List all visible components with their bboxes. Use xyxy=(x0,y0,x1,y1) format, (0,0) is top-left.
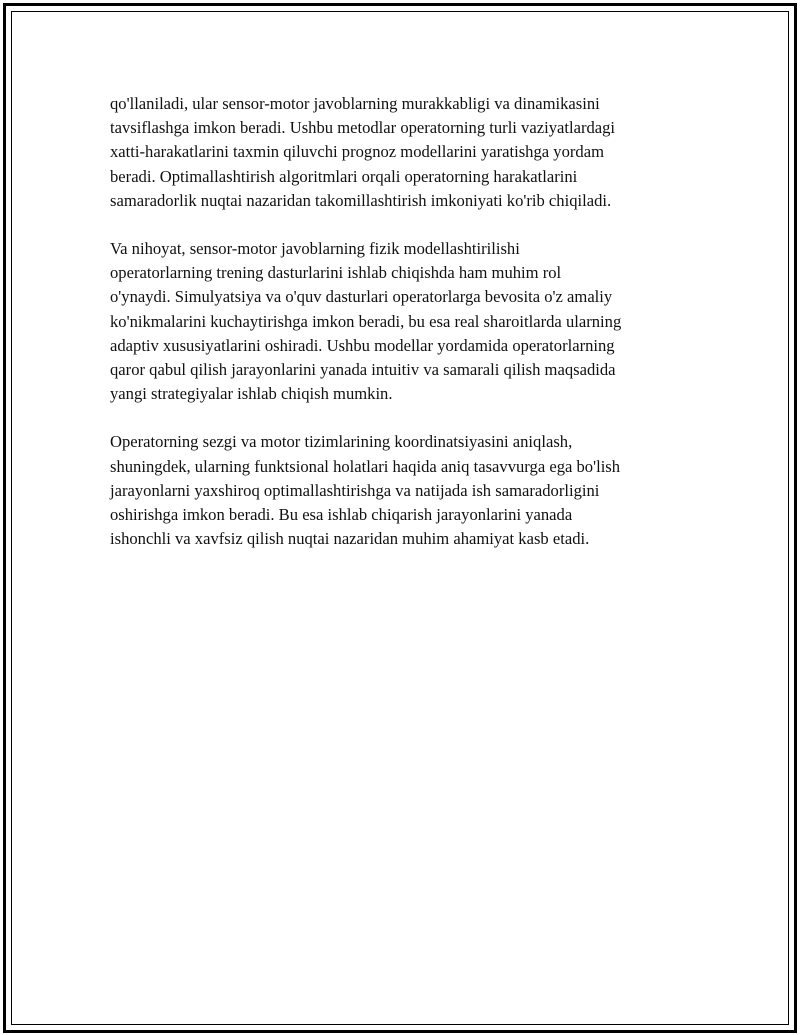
paragraph-2: Va nihoyat, sensor-motor javoblarning fizik modellashtirilishi operatorlarning trening dasturlarini ishlab chiqishda ham muhim rol o'ynaydi. Simulyatsiya va o'quv dasturlari operatorlarga bevosita o'z amaliy ko'nikmalarini kuchaytirishga imkon beradi, bu esa real sharoitlarda ularning adaptiv xususiyatlarini oshiradi. Ushbu modellar yordamida operatorlarning qaror qabul qilish jarayonlarini yanada intuitiv va samarali qilish maqsadida yangi strategiyalar ishlab chiqish mumkin. xyxy=(110,239,622,404)
document-body xyxy=(110,92,690,575)
paragraph-3: Operatorning sezgi va motor tizimlarining koordinatsiyasini aniqlash, shuningdek, ularning funktsional holatlari haqida aniq tasavvurga ega bo'lish jarayonlarni yaxshiroq optimallashtirishga va natijada ish samaradorligini oshirishga imkon beradi. Bu esa ishlab chiqarish jarayonlarini yanada ishonchli va xavfsiz qilish nuqtai nazaridan muhim ahamiyat kasb etadi. xyxy=(110,432,621,549)
paragraph-1: qo'llaniladi, ular sensor-motor javoblarning murakkabligi va dinamikasini tavsiflashga imkon beradi. Ushbu metodlar operatorning turli vaziyatlardagi xatti-harakatlarini taxmin qiluvchi prognoz modellarini yaratishga yordam beradi. Optimallashtirish algoritmlari orqali operatorning harakatlarini samaradorlik nuqtai nazaridan takomillashtirish imkoniyati ko'rib chiqiladi. xyxy=(110,94,616,210)
